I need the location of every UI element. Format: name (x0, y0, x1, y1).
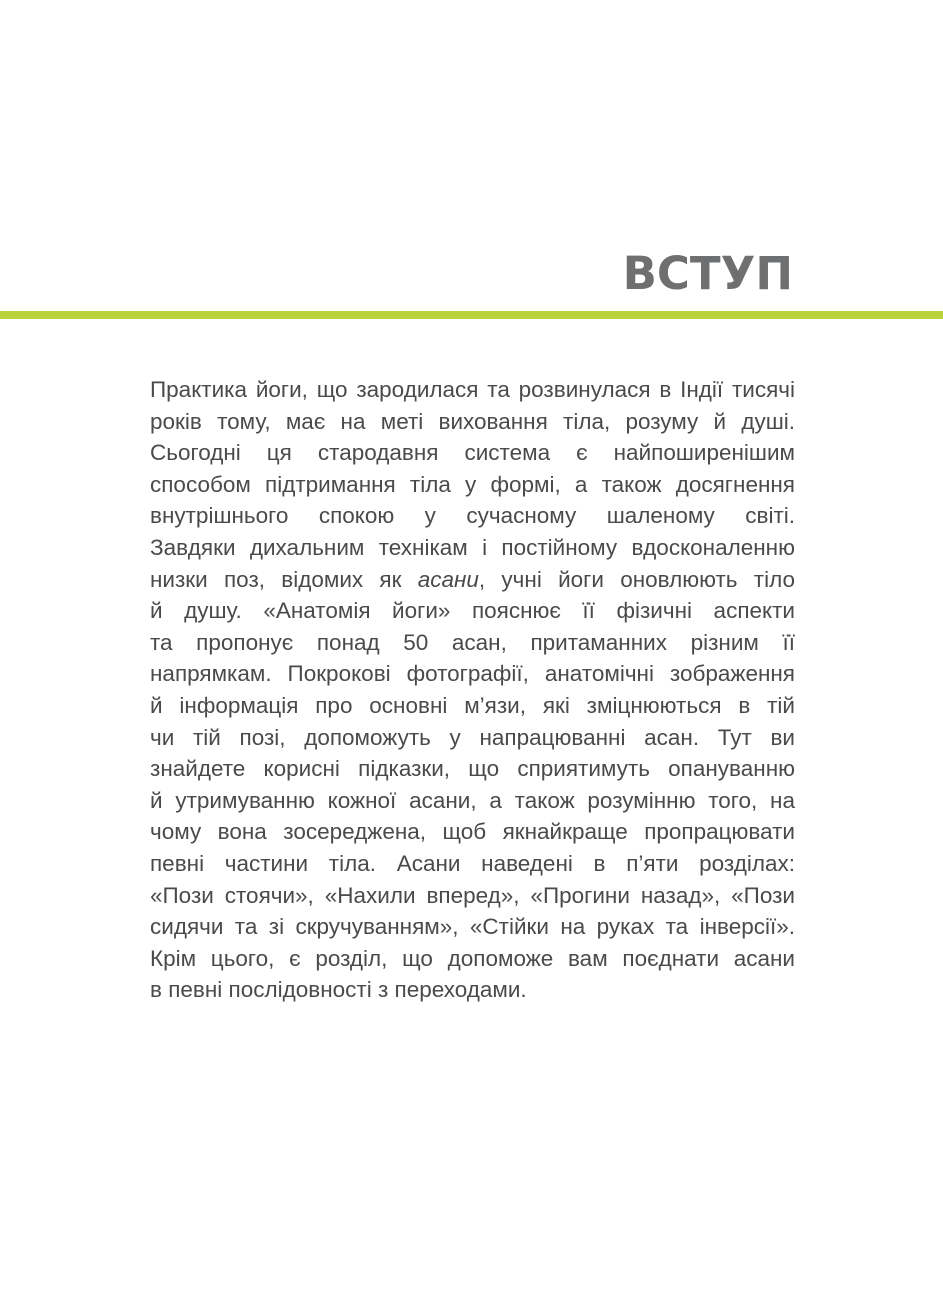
paragraph-line: Завдяки дихальним технікам і постійному вдосконаленню (150, 534, 795, 560)
paragraph-line: способом підтримання тіла у формі, а також досягнення (150, 471, 795, 497)
paragraph-line: та пропонує понад 50 асан, притаманних різним її (150, 629, 795, 655)
paragraph-line: Сьогодні ця стародавня система є найпоширенішим (150, 440, 795, 466)
paragraph-line: певні частини тіла. Асани наведені в п’яти розділах: (150, 850, 795, 876)
paragraph-line: напрямкам. Покрокові фотографії, анатомічні зображення (150, 661, 795, 687)
paragraph-line: років тому, має на меті виховання тіла, розуму й душі. (150, 408, 795, 434)
paragraph-line: Крім цього, є розділ, що допоможе вам поєднати асани (150, 945, 795, 971)
paragraph-line: й утримуванню кожної асани, а також розумінню того, на (150, 787, 795, 813)
title-divider (0, 311, 943, 319)
page-title: ВСТУП (622, 247, 793, 300)
paragraph-line: чи тій позі, допоможуть у напрацюванні асан. Тут ви (150, 724, 795, 750)
paragraph-line: й інформація про основні м’язи, які зміцнюються в тій (150, 692, 795, 718)
paragraph-line: в певні послідовності з переходами. (150, 977, 527, 1003)
paragraph-line: чому вона зосереджена, щоб якнайкраще пропрацювати (150, 819, 795, 845)
paragraph-line: Практика йоги, що зародилася та розвинулася в Індії тисячі (150, 377, 795, 402)
paragraph-line: й душу. «Анатомія йоги» пояснює її фізичні аспекти (150, 598, 795, 624)
italic-term: асани (417, 566, 479, 592)
paragraph-line: знайдете корисні підказки, що сприятимуть опануванню (150, 756, 795, 782)
intro-paragraph (150, 374, 795, 1006)
paragraph-line: низки поз, відомих як асани, учні йоги оновлюють тіло (150, 566, 795, 592)
paragraph-line: «Пози стоячи», «Нахили вперед», «Прогини назад», «Пози (150, 882, 795, 908)
paragraph-line: сидячи та зі скручуванням», «Стійки на руках та інверсії». (150, 914, 795, 940)
paragraph-line: внутрішнього спокою у сучасному шаленому світі. (150, 503, 795, 529)
